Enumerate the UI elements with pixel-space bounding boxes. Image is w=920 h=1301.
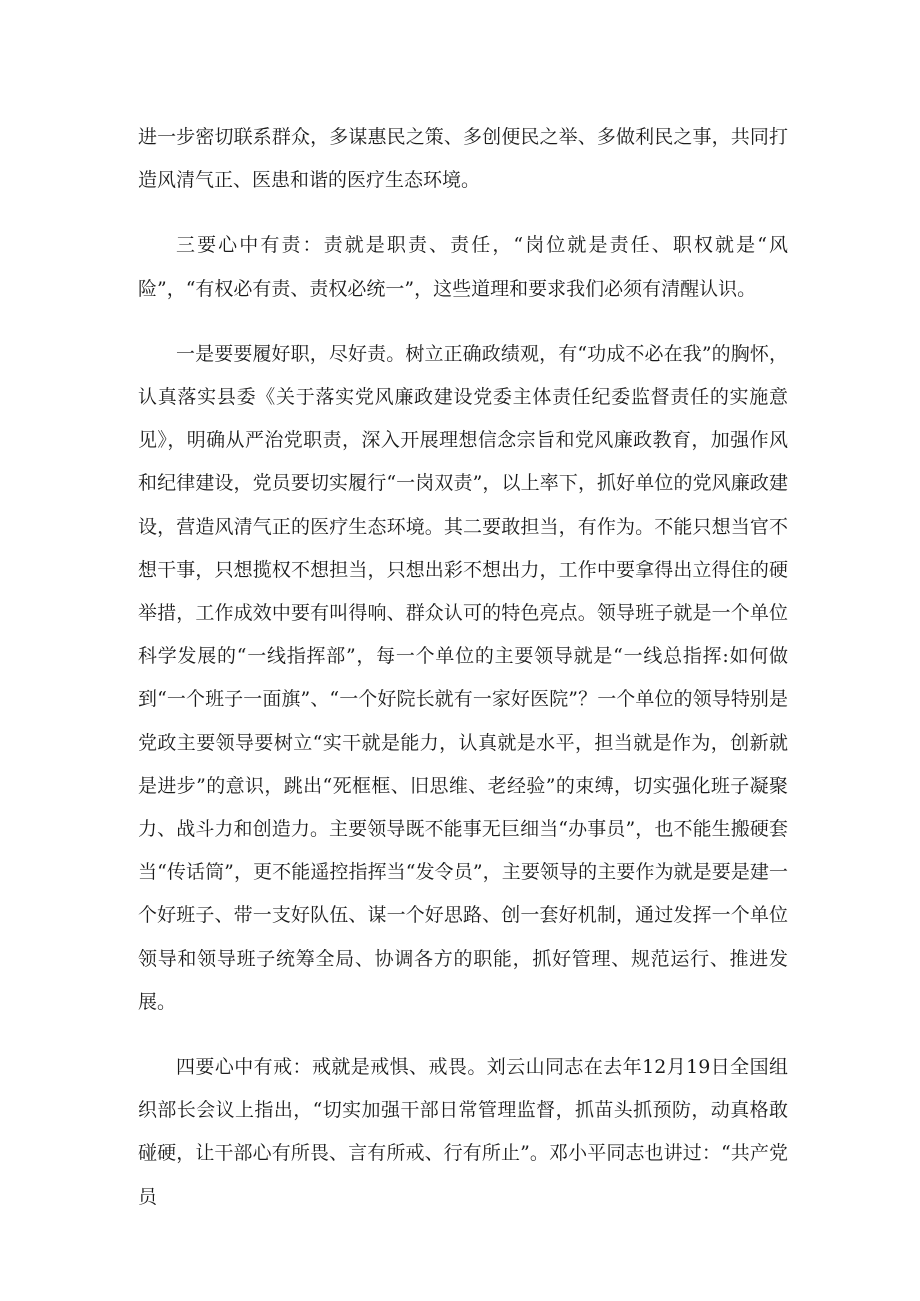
paragraph-3: 一是要要履好职，尽好责。树立正确政绩观，有“功成不必在我”的胸怀，认真落实县委《关于落实党风廉政建设党委主体责任纪委监督责任的实施意见》，明确从严治党职责，深入开展理想信念宗旨和党风廉政教育，加强作风和纪律建设，党员要切实履行“一岗双责”，以上率下，抓好单位的党风廉政建设，营造风清气正的医疗生态环境。其二要敢担当，有作为。不能只想当官不想干事，只想揽权不想担当，只想出彩不想出力，工作中要拿得出立得住的硬举措，工作成效中要有叫得响、群众认可的特色亮点。领导班子就是一个单位科学发展的“一线指挥部”，每一个单位的主要领导就是“一线总指挥:如何做到“一个班子一面旗”、“一个好院长就有一家好医院”？一个单位的领导特别是党政主要领导要树立“实干就是能力，认真就是水平，担当就是作为，创新就是进步”的意识，跳出“死框框、旧思维、老经验”的束缚，切实强化班子凝聚力、战斗力和创造力。主要领导既不能事无巨细当“办事员”，也不能生搬硬套当“传话筒”，更不能遥控指挥当“发令员”，主要领导的主要作为就是要是建一个好班子、带一支好队伍、谋一个好思路、创一套好机制，通过发挥一个单位领导和领导班子统筹全局、协调各方的职能，抓好管理、规范运行、推进发展。: [138, 342, 788, 1013]
paragraph-2: 三要心中有责：责就是职责、责任，“岗位就是责任、职权就是“风险”，“有权必有责、责权必统一”，这些道理和要求我们必须有清醒认识。: [138, 234, 788, 300]
paragraph-1: 进一步密切联系群众，多谋惠民之策、多创便民之举、多做利民之事，共同打造风清气正、医患和谐的医疗生态环境。: [138, 126, 788, 192]
document-body: [138, 116, 788, 1241]
paragraph-4: 四要心中有戒：戒就是戒惧、戒畏。刘云山同志在去年12月19日全国组织部长会议上指出，“切实加强干部日常管理监督，抓苗头抓预防，动真格敢碰硬，让干部心有所畏、言有所戒、行有所止”。邓小平同志也讲过：“共产党员: [138, 1056, 788, 1208]
